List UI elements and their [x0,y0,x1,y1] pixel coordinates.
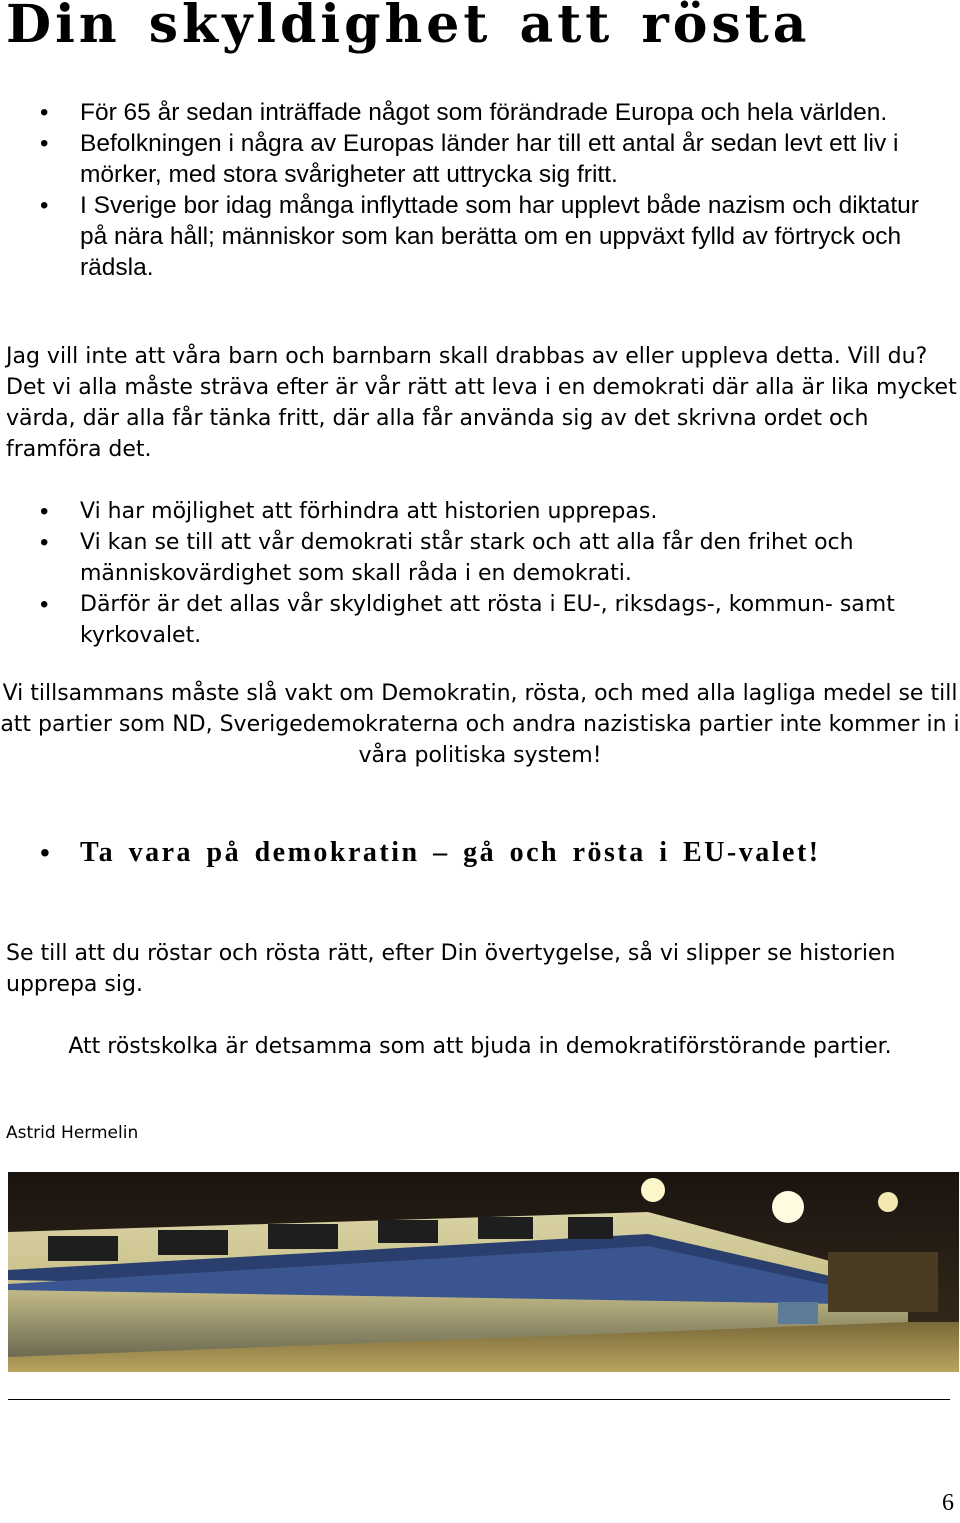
list-item: • I Sverige bor idag många inflyttade som har upplevt både nazism och diktatur på nära håll; människor som kan berätta om en uppväxt fylld av förtryck och rädsla. [0,190,930,283]
footer-divider [8,1399,950,1400]
paragraph-1: Jag vill inte att våra barn och barnbarn skall drabbas av eller uppleva detta. Vill du? Det vi alla måste sträva efter är vår rätt att leva i en demokrati där alla är lika mycket värda, där alla får tänka fritt, där alla får använda sig av det skrivna ordet och framföra det. [6,344,957,462]
democracy-bullet-list [0,496,935,651]
intro-bullet-list [0,97,930,283]
centered-closing: Att röstskolka är detsamma som att bjuda in demokratiförstörande partier. [68,1034,892,1059]
call-to-action-text: Ta vara på demokratin – gå och rösta i EU-valet! [80,837,821,868]
centered-appeal: Vi tillsammans måste slå vakt om Demokratin, rösta, och med alla lagliga medel se till att partier som ND, Sverigedemokraterna och andra nazistiska partier inte kommer in i våra politiska system! [0,681,960,768]
list-item: • Vi kan se till att vår demokrati står stark och att alla får den frihet och människovärdighet som skall råda i en demokrati. [0,527,935,589]
train-platform-photo [8,1172,959,1372]
page-title: Din skyldighet att rösta [6,0,811,55]
paragraph-2: Se till att du röstar och rösta rätt, efter Din övertygelse, så vi slipper se historien upprepa sig. [6,941,896,997]
list-item: • Befolkningen i några av Europas länder har till ett antal år sedan levt ett liv i mörker, med stora svårigheter att uttrycka sig fritt. [0,128,930,190]
list-item: • Vi har möjlighet att förhindra att historien upprepas. [0,496,935,527]
list-item: • Därför är det allas vår skyldighet att rösta i EU-, riksdags-, kommun- samt kyrkovalet. [0,589,935,651]
author-signature: Astrid Hermelin [6,1123,139,1143]
list-item: • För 65 år sedan inträffade något som förändrade Europa och hela världen. [0,97,930,128]
page-number: 6 [942,1490,954,1516]
